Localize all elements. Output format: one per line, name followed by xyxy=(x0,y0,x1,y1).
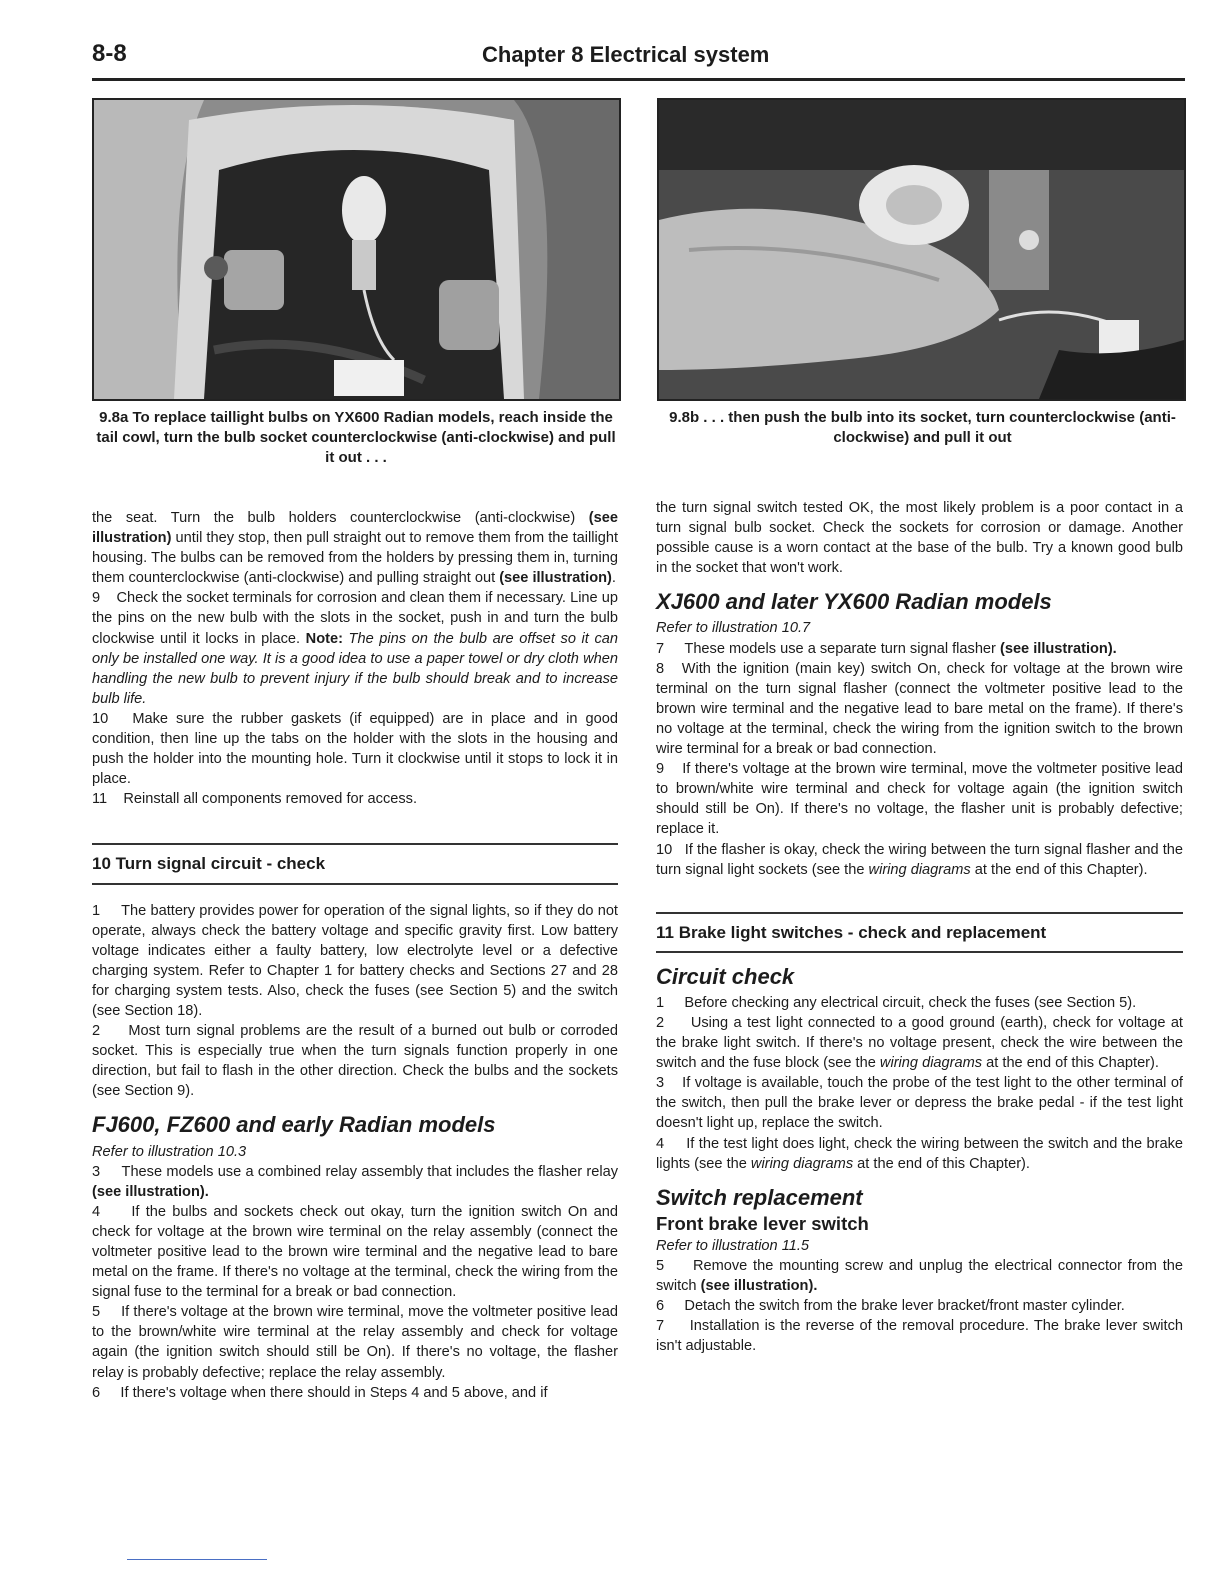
switch-step-6: 6 Detach the switch from the brake lever bracket/front master cylinder. xyxy=(656,1298,1125,1315)
s10-step-6: 6 If there's voltage when there should in Steps 4 and 5 above, and if xyxy=(92,1384,548,1401)
figure-caption-9-8b: 9.8b . . . then push the bulb into its socket, turn counterclockwise (anti-clockwise) and pull it out xyxy=(669,409,1176,446)
section-10-title: 10 Turn signal circuit - check xyxy=(92,854,326,874)
xj600-heading: XJ600 and later YX600 Radian models xyxy=(656,589,1052,615)
page-number: 8-8 xyxy=(92,40,127,67)
taillight-cowl-image xyxy=(94,100,619,399)
step-7: 7 These models use a separate turn signal flasher (see illustration). xyxy=(656,640,1117,657)
s10-step-5: 5 If there's voltage at the brown wire terminal, move the voltmeter positive lead to the brown/white wire terminal at the relay assembly and check for voltage again (the ignition switch should still be On). If there's no voltage, the flasher relay is probably defective; replace the relay assembly. xyxy=(92,1304,618,1381)
section-11-title: 11 Brake light switches - check and replacement xyxy=(656,922,1047,942)
illustration-ref: Refer to illustration 11.5 xyxy=(656,1237,810,1254)
left-column xyxy=(92,508,618,1403)
right-column xyxy=(656,498,1183,1356)
step-8: 8 With the ignition (main key) switch On, check for voltage at the brown wire terminal on the turn signal flasher (connect the voltmeter positive lead to the brown wire terminal and the negative lead to bare metal on the frame). If there's no voltage at the terminal, check the wiring from the ignition switch to the brown wire terminal for a break or bad connection. xyxy=(656,660,1183,758)
illustration-ref: Refer to illustration 10.7 xyxy=(656,620,811,637)
figure-caption-9-8a: 9.8a To replace taillight bulbs on YX600 Radian models, reach inside the tail cowl, turn the bulb socket counterclockwise (anti-clockwise) and pull it out . . . xyxy=(96,409,616,466)
circuit-step-1: 1 Before checking any electrical circuit, check the fuses (see Section 5). xyxy=(656,994,1137,1011)
fj600-heading: FJ600, FZ600 and early Radian models xyxy=(92,1112,496,1138)
circuit-step-3: 3 If voltage is available, touch the probe of the test light to the other terminal of the switch, then pull the brake lever or depress the brake pedal - if the test light doesn't light up, replace the switch. xyxy=(656,1075,1183,1132)
step-11: 11 Reinstall all components removed for access. xyxy=(92,791,418,808)
footer-link-line xyxy=(127,1559,267,1560)
step-10: 10 If the flasher is okay, check the wiring between the turn signal flasher and the turn signal light sockets (see the wiring diagrams at the end of this Chapter). xyxy=(656,841,1183,878)
switch-step-5: 5 Remove the mounting screw and unplug the electrical connector from the switch (see illustration). xyxy=(656,1258,1183,1295)
circuit-check-heading: Circuit check xyxy=(656,963,795,989)
step-9: 9 Check the socket terminals for corrosion and clean them if necessary. Line up the pins on the new bulb with the slots in the socket, push in and turn the bulb clockwise until it locks in place. Note: The pins on the bulb are offset so it can only be installed one way. It is a good idea to use a paper towel or dry cloth when handling the new bulb to prevent injury if the bulb should break and to increase bulb life. xyxy=(92,590,618,707)
paragraph-continued: the turn signal switch tested OK, the most likely problem is a poor contact in a turn signal bulb socket. Check the sockets for corrosion or damage. Another possible cause is a worn contact at the base of the bulb. Try a known good bulb in the socket that won't work. xyxy=(656,500,1183,577)
switch-step-7: 7 Installation is the reverse of the removal procedure. The brake lever switch isn't adjustable. xyxy=(656,1318,1184,1355)
s10-step-3: 3 These models use a combined relay assembly that includes the flasher relay (see illustration). xyxy=(92,1163,618,1200)
illustration-ref: Refer to illustration 10.3 xyxy=(92,1143,247,1160)
circuit-step-2: 2 Using a test light connected to a good ground (earth), check for voltage at the brake light switch. If there's no voltage present, check the wire between the switch and the fuse block (see the wiring diagrams at the end of this Chapter). xyxy=(656,1014,1183,1072)
paragraph-continued: the seat. Turn the bulb holders counterclockwise (anti-clockwise) (see illustration) until they stop, then pull straight out to remove them from the taillight housing. The bulbs can be removed from the holders by pressing them in, turning them counterclockwise (anti-clockwise) and pulling straight out (see illustration). xyxy=(92,510,618,587)
chapter-title: Chapter 8 Electrical system xyxy=(482,42,770,67)
header-rule xyxy=(92,78,1185,81)
section-rule xyxy=(656,951,1183,953)
page-header xyxy=(92,38,1185,74)
front-brake-switch-heading: Front brake lever switch xyxy=(656,1212,869,1234)
s10-step-4: 4 If the bulbs and sockets check out okay, turn the ignition switch On and check for voltage at the brown wire terminal on the relay assembly (connect the voltmeter positive lead to the brown wire terminal and the negative lead to bare metal on the frame. If there's no voltage at the terminal, check the wiring from the signal fuse to the terminal for a break or bad connection. xyxy=(92,1203,618,1301)
step-9: 9 If there's voltage at the brown wire terminal, move the voltmeter positive lead to brown/white wire terminal and check for voltage again (the ignition switch should still be On). If there's no voltage, the flasher unit is probably defective; replace it. xyxy=(656,761,1183,838)
section-rule xyxy=(92,883,618,885)
s10-step-1: 1 The battery provides power for operation of the signal lights, so if they do not operate, always check the battery voltage and specific gravity first. Low battery voltage indicates either a faulty battery, low electrolyte level or a defective charging system. Refer to Chapter 1 for battery checks and Sections 27 and 28 for charging system tests. Also, check the fuses (see Section 5) and the switch (see Section 18). xyxy=(92,902,618,1019)
switch-replacement-heading: Switch replacement xyxy=(656,1184,863,1210)
step-10: 10 Make sure the rubber gaskets (if equipped) are in place and in good condition, then line up the tabs on the holder with the slots in the housing and push the holder into the mounting hole. Turn it clockwise until it stops to lock it in place. xyxy=(92,710,618,788)
circuit-step-4: 4 If the test light does light, check the wiring between the switch and the brake lights (see the wiring diagrams at the end of this Chapter). xyxy=(656,1135,1184,1172)
photo-taillight-cowl xyxy=(92,98,621,401)
photo-bulb-socket xyxy=(657,98,1186,401)
bulb-socket-image xyxy=(659,100,1184,399)
s10-step-2: 2 Most turn signal problems are the result of a burned out bulb or corroded socket. This is especially true when the turn signals function properly in one direction, but fail to flash in the other direction. Check the bulbs and the sockets (see Section 9). xyxy=(92,1023,618,1100)
